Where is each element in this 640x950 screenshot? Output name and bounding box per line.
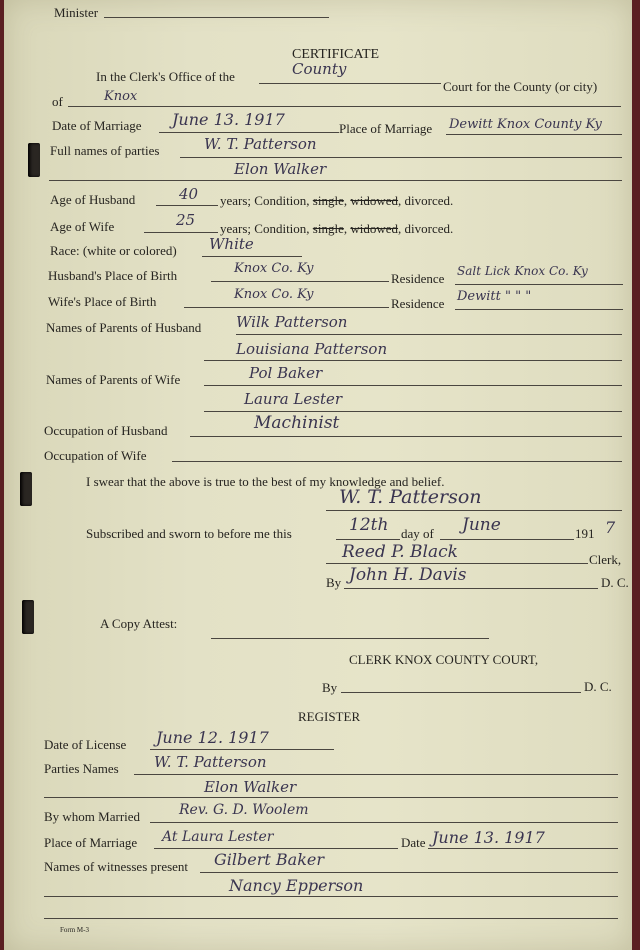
sworn-day-line — [336, 539, 400, 540]
minister-line — [104, 17, 329, 18]
date-of-license-label: Date of License — [44, 737, 127, 752]
occupation-husband-line — [190, 436, 622, 437]
clerk-court-heading: CLERK KNOX COUNTY COURT, — [349, 652, 539, 667]
date-of-license-line — [150, 749, 334, 750]
attest-by-label: By — [322, 680, 338, 695]
full-names-label: Full names of parties — [50, 143, 160, 158]
deputy-line — [344, 588, 598, 589]
wife-years-condition: years; Condition, single, widowed, divorced. — [220, 221, 454, 236]
subscribed-sworn-label: Subscribed and sworn to before me this — [86, 526, 292, 541]
husband-birthplace-value: Knox Co. Ky — [234, 261, 314, 276]
court-type-line — [259, 83, 441, 84]
party-1-value: W. T. Patterson — [204, 135, 317, 153]
full-names-line-2 — [49, 180, 622, 181]
husband-mother-value: Louisiana Patterson — [236, 340, 388, 358]
parents-wife-line-2 — [204, 411, 622, 412]
husband-residence-value: Salt Lick Knox Co. Ky — [457, 264, 588, 278]
form-number: Form M-3 — [60, 926, 89, 934]
attest-by-line — [341, 692, 581, 693]
parties-names-label: Parties Names — [44, 761, 119, 776]
register-party-2: Elon Walker — [204, 778, 297, 796]
occupation-wife-label: Occupation of Wife — [44, 448, 147, 463]
oath-text: I swear that the above is true to the best of my knowledge and belief. — [86, 474, 445, 489]
register-date-label: Date — [401, 835, 426, 850]
parents-of-wife-label: Names of Parents of Wife — [46, 372, 181, 387]
husband-divorced: divorced. — [404, 193, 454, 208]
husband-residence-label: Residence — [391, 271, 445, 286]
sworn-day-value: 12th — [349, 515, 389, 535]
sworn-year-prefix: 191 — [575, 526, 595, 541]
register-date-value: June 13. 1917 — [432, 828, 545, 847]
clerk-signature: Reed P. Black — [342, 542, 458, 562]
wife-mother-value: Laura Lester — [244, 390, 343, 408]
by-whom-married-label: By whom Married — [44, 809, 141, 824]
wife-birthplace-label: Wife's Place of Birth — [48, 294, 157, 309]
age-of-husband-label: Age of Husband — [50, 192, 136, 207]
wife-residence-label: Residence — [391, 296, 445, 311]
sworn-month-line — [440, 539, 574, 540]
attest-dc-label: D. C. — [584, 679, 612, 694]
place-of-marriage-label: Place of Marriage — [339, 121, 433, 136]
minister-label: Minister — [54, 5, 99, 20]
husband-single-struck: single — [312, 193, 344, 208]
clerk-label: Clerk, — [589, 552, 622, 567]
place-of-marriage-line — [446, 134, 622, 135]
date-of-license-value: June 12. 1917 — [156, 728, 269, 747]
race-value: White — [209, 235, 254, 253]
binder-hole-2 — [20, 472, 32, 506]
parties-names-line-1 — [134, 774, 618, 775]
wife-single-struck: single — [312, 221, 344, 236]
husband-residence-line — [455, 284, 623, 285]
day-of-label: day of — [401, 526, 434, 541]
by-whom-line — [150, 822, 618, 823]
race-label: Race: (white or colored) — [50, 243, 177, 258]
binder-hole-3 — [22, 600, 34, 634]
race-line — [202, 256, 302, 257]
occupation-husband-value: Machinist — [254, 413, 340, 433]
age-of-wife-label: Age of Wife — [50, 219, 115, 234]
full-names-line-1 — [180, 157, 622, 158]
wife-divorced: divorced. — [404, 221, 454, 236]
county-value: Knox — [104, 89, 138, 104]
register-place-line — [154, 848, 398, 849]
wife-birthplace-value: Knox Co. Ky — [234, 287, 314, 302]
party-2-value: Elon Walker — [234, 160, 327, 178]
affiant-signature: W. T. Patterson — [339, 486, 482, 508]
officiant-value: Rev. G. D. Woolem — [179, 802, 309, 818]
parents-husband-line-1 — [236, 334, 622, 335]
husband-years-condition: years; Condition, single, widowed, divorced. — [220, 193, 454, 208]
husband-widowed-struck: widowed — [350, 193, 399, 208]
occupation-husband-label: Occupation of Husband — [44, 423, 168, 438]
witnesses-line-2 — [44, 896, 618, 897]
dc-label: D. C. — [601, 575, 629, 590]
parties-names-line-2 — [44, 797, 618, 798]
husband-years-condition-label: years; Condition, — [220, 193, 310, 208]
witness-2-value: Nancy Epperson — [229, 876, 364, 895]
binder-hole-1 — [28, 143, 40, 177]
wife-residence-line — [455, 309, 623, 310]
husband-birthplace-line — [211, 281, 389, 282]
age-of-husband-value: 40 — [179, 185, 199, 203]
wife-father-value: Pol Baker — [249, 364, 323, 382]
husband-birthplace-label: Husband's Place of Birth — [48, 268, 178, 283]
by-label: By — [326, 575, 342, 590]
certificate-heading: CERTIFICATE — [292, 47, 380, 62]
sworn-month-value: June — [462, 515, 501, 535]
register-place-label: Place of Marriage — [44, 835, 138, 850]
register-party-1: W. T. Patterson — [154, 753, 267, 771]
sworn-year-suffix: 7 — [605, 518, 616, 537]
witnesses-line-3 — [44, 918, 618, 919]
clerk-office-label: In the Clerk's Office of the — [96, 69, 235, 84]
age-wife-line — [144, 232, 218, 233]
parents-wife-line-1 — [204, 385, 622, 386]
register-heading: REGISTER — [298, 709, 361, 724]
date-of-marriage-label: Date of Marriage — [52, 118, 142, 133]
register-place-value: At Laura Lester — [162, 829, 274, 845]
parents-of-husband-label: Names of Parents of Husband — [46, 320, 202, 335]
wife-residence-value: Dewitt " " " — [457, 289, 532, 304]
certificate-page — [4, 0, 632, 950]
wife-years-condition-label: years; Condition, — [220, 221, 310, 236]
wife-widowed-struck: widowed — [350, 221, 399, 236]
county-line — [68, 106, 621, 107]
witness-1-value: Gilbert Baker — [214, 850, 324, 869]
place-of-marriage-value: Dewitt Knox County Ky — [449, 117, 602, 132]
date-of-marriage-line — [159, 132, 339, 133]
wife-birthplace-line — [184, 307, 389, 308]
parents-husband-line-2 — [204, 360, 622, 361]
witnesses-line-1 — [200, 872, 618, 873]
court-type-value: County — [292, 60, 347, 78]
affiant-signature-line — [326, 510, 622, 511]
occupation-wife-line — [172, 461, 622, 462]
clerk-line — [326, 563, 588, 564]
register-date-line — [428, 848, 618, 849]
copy-attest-line — [211, 638, 489, 639]
age-husband-line — [156, 205, 218, 206]
copy-attest-label: A Copy Attest: — [100, 616, 178, 631]
date-of-marriage-value: June 13. 1917 — [172, 110, 285, 129]
deputy-signature: John H. Davis — [349, 565, 467, 585]
of-label: of — [52, 94, 63, 109]
court-for-county-label: Court for the County (or city) — [443, 79, 598, 94]
witnesses-label: Names of witnesses present — [44, 859, 189, 874]
age-of-wife-value: 25 — [176, 211, 196, 229]
husband-father-value: Wilk Patterson — [236, 313, 348, 331]
